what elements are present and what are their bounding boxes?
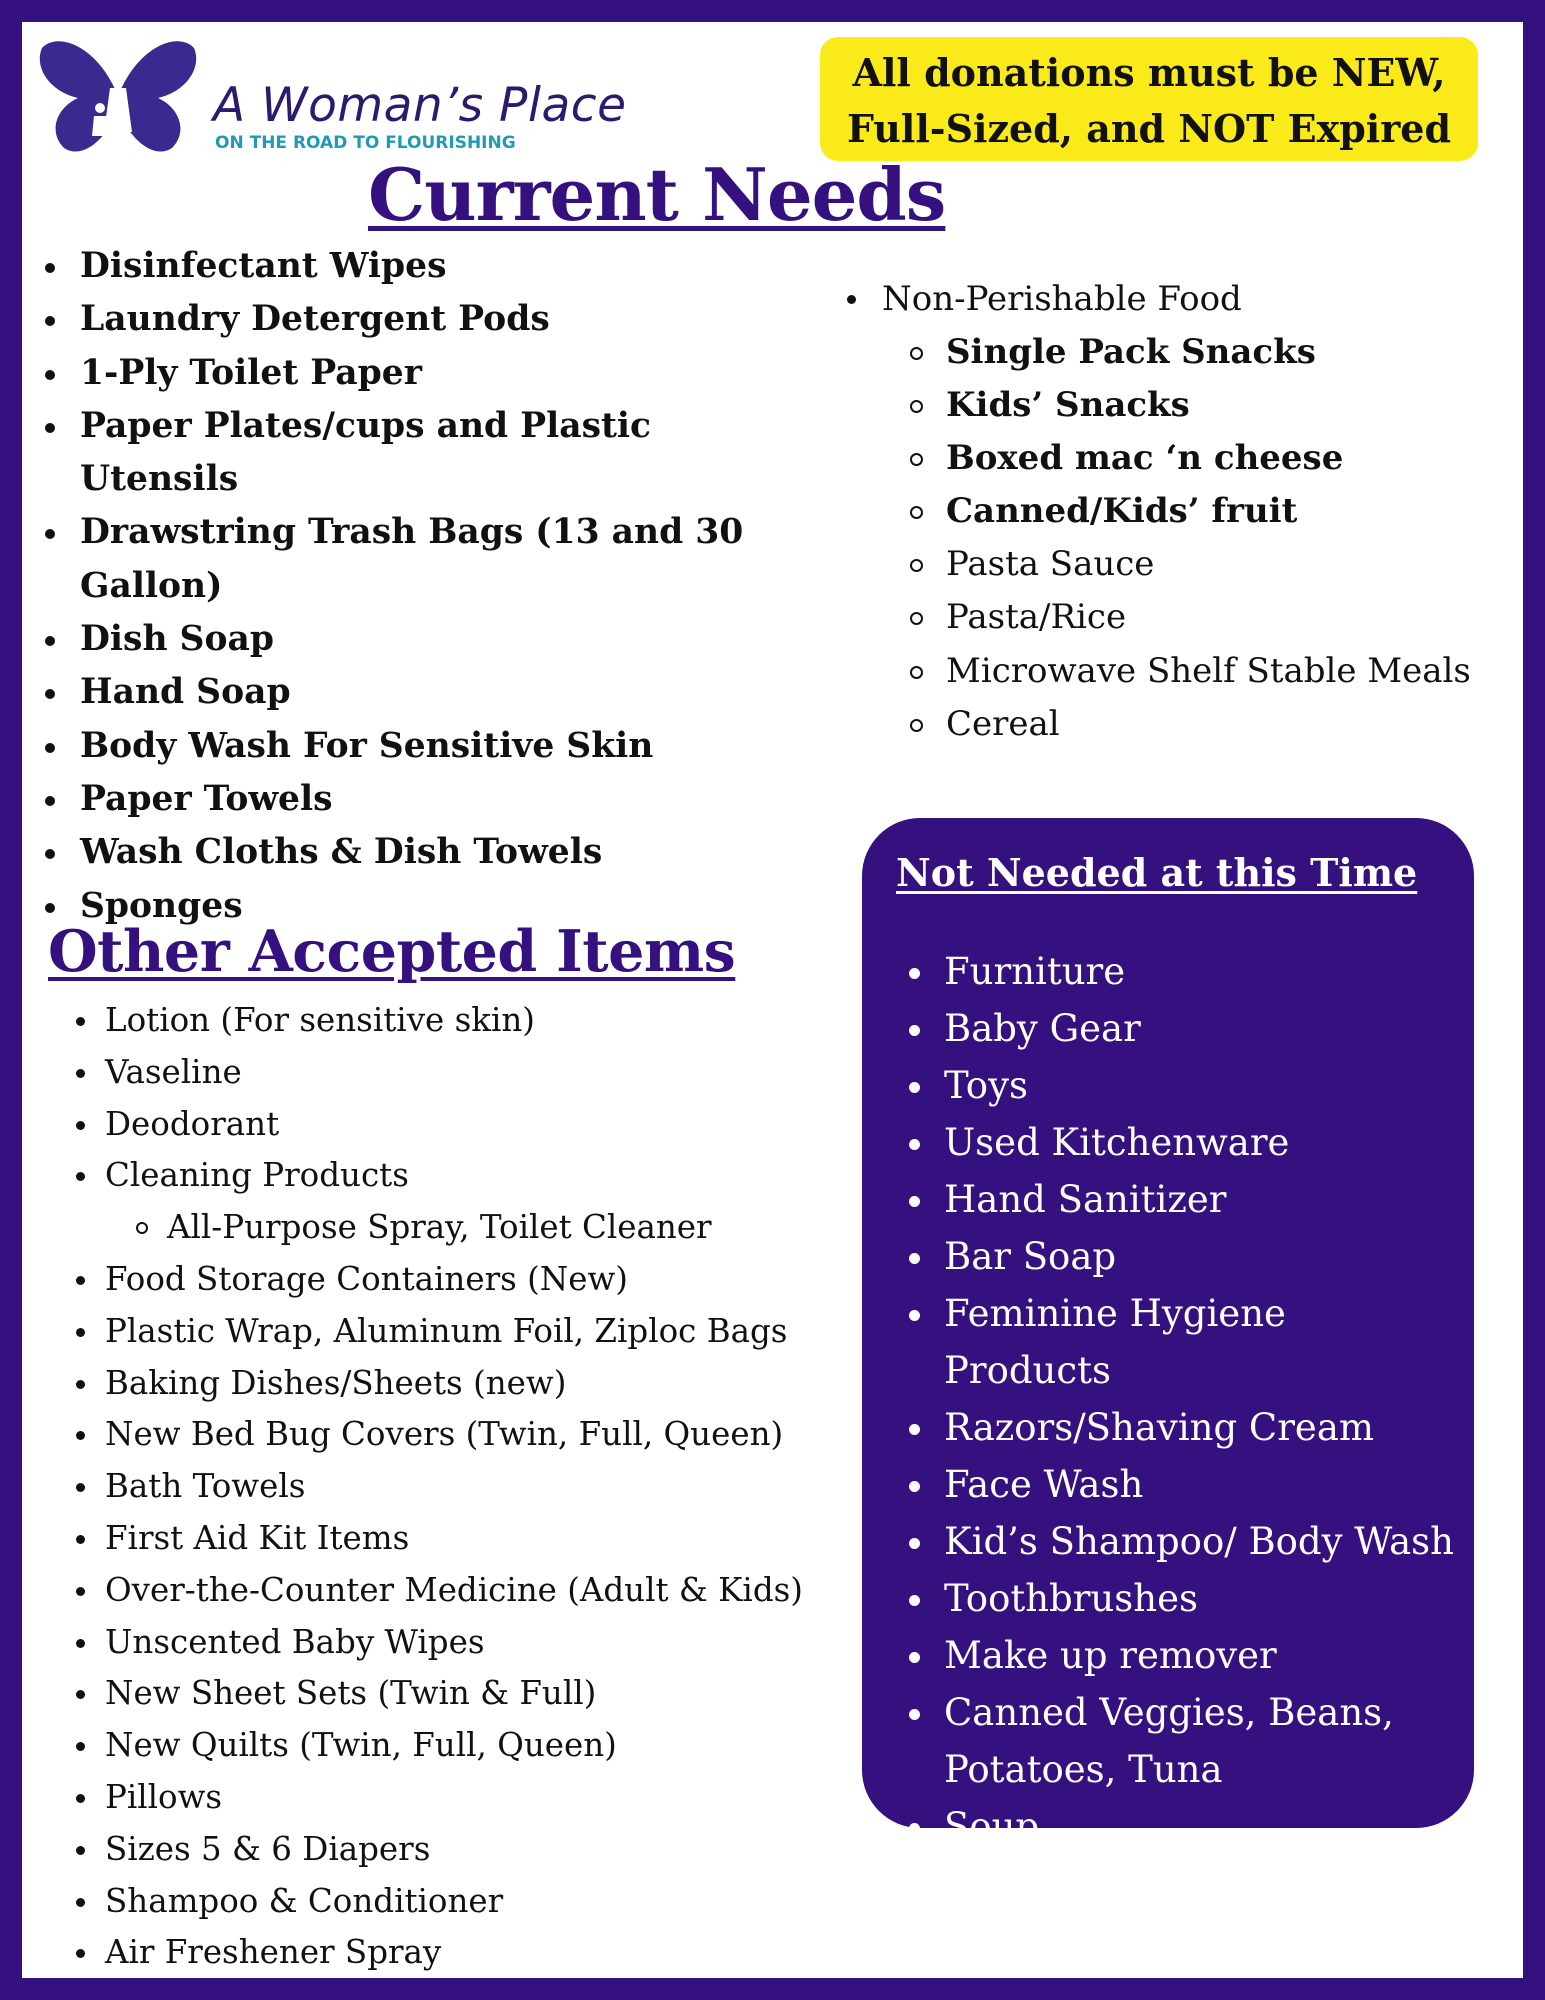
hollow-bullet-icon [910,453,923,466]
list-item [105,1927,825,1979]
food-item-label: Boxed mac ‘n cheese [946,438,1344,479]
item-label: Pillows [105,1777,223,1816]
item-label: Toys [944,1064,1028,1107]
list-item [944,1000,1464,1057]
item-label: Potatoes, Tuna [944,1748,1223,1791]
bullet-icon [909,1253,920,1264]
hollow-bullet-icon [136,1222,148,1234]
list-item [946,326,1545,379]
item-label: Canned Veggies, Beans, [944,1691,1394,1734]
list-item [944,1570,1464,1627]
list-item [944,1399,1464,1456]
bullet-icon [909,1310,920,1321]
list-item [80,720,780,773]
list-item [882,273,1482,326]
list-item [80,347,780,400]
list-item [944,1456,1464,1513]
item-label: Deodorant [105,1104,280,1143]
item-label: Cleaning Products [105,1156,409,1195]
list-item [80,613,780,666]
bullet-icon [847,295,856,304]
bullet-icon [76,1017,85,1026]
sub-item-label: All-Purpose Spray, Toilet Cleaner [167,1208,712,1247]
list-item [946,379,1545,432]
bullet-icon [76,1794,85,1803]
item-label: Hand Sanitizer [944,1178,1227,1221]
list-item [105,995,825,1047]
list-item [944,1057,1464,1114]
item-label: Plastic Wrap, Aluminum Foil, Ziploc Bags [105,1311,788,1350]
item-label: First Aid Kit Items [105,1518,410,1557]
item-label: Shampoo & Conditioner [105,1881,504,1920]
list-item [944,1513,1464,1570]
bullet-icon [76,1328,85,1337]
list-item [105,1306,825,1358]
bullet-icon [909,1823,920,1834]
bullet-icon [76,1587,85,1596]
item-label: Lotion (For sensitive skin) [105,1001,535,1039]
list-item [80,400,780,507]
food-item-label: Microwave Shelf Stable Meals [946,650,1471,691]
item-label: Laundry Detergent Pods [80,299,550,340]
list-item [105,1876,825,1928]
item-label: New Sheet Sets (Twin & Full) [105,1674,597,1713]
item-label: Sponges [80,885,243,926]
bullet-icon [76,1069,85,1078]
item-label: Used Kitchenware [944,1121,1290,1164]
not-needed-panel [862,818,1474,1848]
food-list [882,273,1482,751]
list-item [80,293,780,346]
item-label: Paper Towels [80,778,333,819]
bullet-icon [76,1846,85,1855]
list-item [944,1684,1464,1798]
list-item [105,1772,825,1824]
list-item [105,1513,825,1565]
hollow-bullet-icon [910,347,923,360]
bullet-icon [76,1380,85,1389]
current-needs-list [80,240,780,933]
item-label: Baking Dishes/Sheets (new) [105,1363,567,1402]
list-item [944,1228,1464,1285]
list-item [944,1171,1464,1228]
hollow-bullet-icon [910,506,923,519]
item-label: Kid’s Shampoo/ Body Wash [944,1520,1454,1563]
list-item [80,666,780,719]
list-item [946,432,1545,485]
item-label: Over-the-Counter Medicine (Adult & Kids) [105,1570,803,1609]
food-item-label: Kids’ Snacks [946,385,1190,426]
item-label: Baby Gear [944,1007,1141,1050]
logo [38,36,627,166]
logo-tagline: ON THE ROAD TO FLOURISHING [215,133,516,153]
item-label: Bath Towels [105,1467,306,1506]
bullet-icon [909,968,920,979]
item-label: Soup [944,1805,1040,1848]
list-item [946,591,1545,644]
butterfly-logo-icon [38,36,198,166]
other-items-heading: Other Accepted Items [48,918,736,985]
bullet-icon [45,796,55,806]
list-item [105,1099,825,1151]
current-needs-heading: Current Needs [368,152,946,237]
item-label: Wash Cloths & Dish Towels [80,832,603,873]
list-item [105,1824,825,1876]
not-needed-heading: Not Needed at this Time [896,850,1418,895]
list-item [944,1285,1464,1399]
item-label: Disinfectant Wipes [80,246,447,286]
item-label: Sizes 5 & 6 Diapers [105,1829,431,1868]
item-label: Drawstring Trash Bags (13 and 30 [80,512,744,553]
hollow-bullet-icon [910,559,923,572]
item-label: Make up remover [944,1634,1277,1677]
food-item-label: Canned/Kids’ fruit [946,491,1298,532]
bullet-icon [909,1424,920,1435]
list-item [944,1798,1464,1855]
item-label: Feminine Hygiene Products [944,1292,1286,1392]
list-item [167,1202,887,1254]
logo-name: A Woman’s Place [213,78,627,133]
item-label: Face Wash [944,1463,1144,1506]
notice-line-2: Full-Sized, and NOT Expired [846,106,1452,151]
bullet-icon [76,1276,85,1285]
list-item [80,773,780,826]
bullet-icon [76,1639,85,1648]
list-item [944,1114,1464,1171]
item-label: Paper Plates/cups and Plastic [80,405,652,446]
bullet-icon [45,903,55,913]
bullet-icon [45,743,55,753]
list-item [946,538,1545,591]
list-item [105,1358,825,1410]
list-item [105,1254,825,1306]
hollow-bullet-icon [910,666,923,679]
item-label: Unscented Baby Wipes [105,1622,485,1661]
bullet-icon [909,1709,920,1720]
item-label: Food Storage Containers (New) [105,1259,628,1298]
food-item-label: Pasta/Rice [946,597,1127,638]
list-item [105,1461,825,1513]
list-item [105,1617,825,1669]
bullet-icon [45,370,55,380]
list-item [105,1047,825,1099]
food-item-label: Cereal [946,703,1060,744]
hollow-bullet-icon [910,612,923,625]
list-item [105,1565,825,1617]
item-label: Gallon) [80,565,223,606]
item-label: Vaseline [105,1052,242,1091]
bullet-icon [909,1025,920,1036]
food-label: Non-Perishable Food [882,279,1242,319]
item-label: Bar Soap [944,1235,1117,1278]
item-label: Dish Soap [80,619,274,660]
item-label: New Quilts (Twin, Full, Queen) [105,1726,617,1765]
food-item-label: Single Pack Snacks [946,332,1316,372]
bullet-icon [909,1538,920,1549]
list-item [946,485,1545,538]
list-item [105,1720,825,1772]
bullet-icon [76,1898,85,1907]
list-item [105,1150,825,1202]
bullet-icon [909,1481,920,1492]
list-item [105,1668,825,1720]
bullet-icon [909,1196,920,1207]
list-item [80,506,780,613]
hollow-bullet-icon [910,719,923,732]
list-item [105,1409,825,1461]
food-item-label: Pasta Sauce [946,544,1155,585]
item-label: Razors/Shaving Cream [944,1406,1374,1449]
item-label: Toothbrushes [944,1577,1198,1620]
item-label: Body Wash For Sensitive Skin [80,725,654,766]
bullet-icon [909,1082,920,1093]
list-item [946,645,1545,698]
list-item [80,826,780,879]
item-label: Hand Soap [80,672,291,713]
bullet-icon [909,1139,920,1150]
item-label: Utensils [80,459,239,500]
item-label: Air Freshener Spray [105,1933,442,1972]
food-sublist [882,326,1482,751]
bullet-icon [76,1121,85,1130]
list-item [946,698,1545,751]
list-item [944,1627,1464,1684]
notice-line-1: All donations must be NEW, [852,50,1446,95]
other-items-list [105,995,825,1979]
bullet-icon [45,263,55,273]
bullet-icon [45,423,55,433]
bullet-icon [909,1595,920,1606]
item-label: 1-Ply Toilet Paper [80,352,422,393]
list-item [80,240,780,293]
list-item [944,943,1464,1000]
not-needed-list [944,943,1464,1855]
item-label: New Bed Bug Covers (Twin, Full, Queen) [105,1415,784,1454]
hollow-bullet-icon [910,400,923,413]
donation-notice [820,37,1478,161]
bullet-icon [76,1535,85,1544]
item-label: Furniture [944,950,1126,993]
bullet-icon [909,1652,920,1663]
